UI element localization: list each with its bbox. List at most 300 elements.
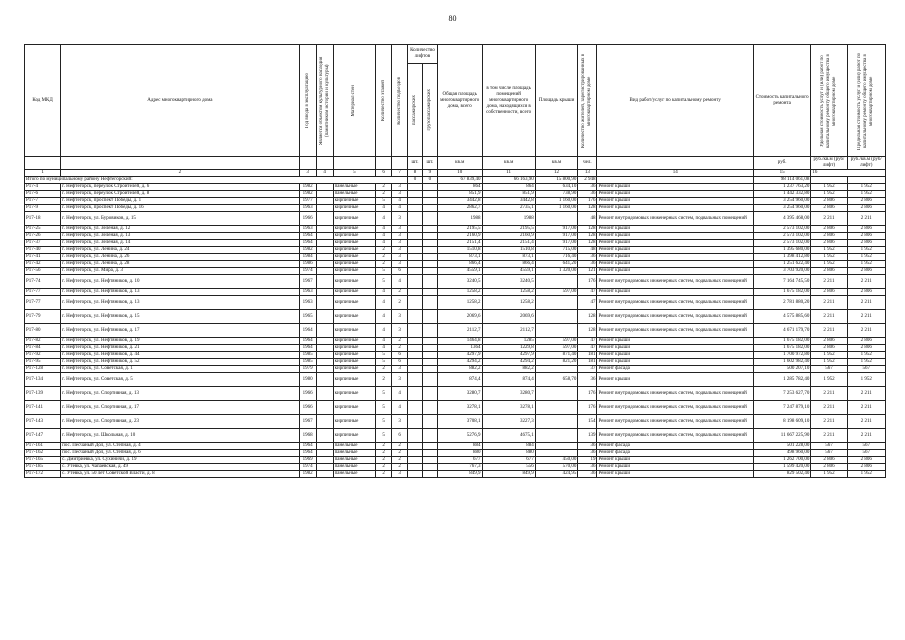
cell-unit-cost: 2 806 (811, 345, 847, 352)
cell-roof-area (535, 275, 578, 289)
cell-unit-cost: 2 806 (811, 457, 847, 464)
header-roof-area: Площадь крыши (535, 45, 578, 157)
cell-floors: 2 (376, 261, 392, 268)
cell-max-cost: 1 952 (847, 184, 885, 191)
cell-cost: 1 675 182,00 (753, 289, 810, 296)
cell-walls: кирпичные (333, 352, 376, 359)
cell-floors: 2 (376, 184, 392, 191)
cell-walls: кирпичные (333, 296, 376, 310)
header-lifts-cargo: грузопассажирских (426, 89, 432, 131)
cell-year: 1974 (299, 464, 316, 471)
cell-code: Р17-79 (25, 310, 61, 324)
cell-cost: 2 573 102,00 (753, 233, 810, 240)
col-number: 3 (299, 170, 316, 177)
cell-unit-cost: 1 952 (811, 247, 847, 254)
cell-total-area: 2862,7 (437, 205, 482, 212)
cell-address: с. Дмитриевка, ул. Сухиничи, д. 19 (61, 457, 299, 464)
cell-year: 1977 (299, 198, 316, 205)
cell-floors: 4 (376, 205, 392, 212)
cell-premises-area: 3227,3 (482, 415, 535, 429)
cell-year: 1963 (299, 226, 316, 233)
cell-roof-area (535, 324, 578, 338)
cell-year: 1964 (299, 345, 316, 352)
cell-premises-area: 2112,7 (482, 324, 535, 338)
cell-walls: кирпичные (333, 261, 376, 268)
cell-lifts-passenger (408, 226, 423, 233)
cell-residents: 36 (578, 184, 597, 191)
cell-address: г. Нефтегорск, проспект Победы, д. 16 (61, 205, 299, 212)
cell-heritage (316, 443, 333, 450)
cell-residents: 176 (578, 198, 597, 205)
cell-entrances: 3 (392, 233, 408, 240)
cell-walls: кирпичные (333, 415, 376, 429)
cell-total-area: 1464,8 (437, 338, 482, 345)
unit-lifts-passenger: шт. (408, 157, 423, 170)
header-premises-area: в том числе площадь помещений многоквартирного дома, находящихся в собственности, всего (482, 45, 535, 157)
cell-lifts-passenger (408, 359, 423, 366)
cell-unit-cost: 2 211 (811, 275, 847, 289)
cell-year: 1985 (299, 352, 316, 359)
cell-residents: 48 (578, 247, 597, 254)
unit-residents: чел. (578, 157, 597, 170)
cell-heritage (316, 310, 333, 324)
cell-total-area: 5276,9 (437, 429, 482, 443)
cell-unit-cost: 1 952 (811, 184, 847, 191)
cell-unit-cost: 1 952 (811, 359, 847, 366)
cell-total-area: 882,2 (437, 366, 482, 373)
cell-entrances: 2 (392, 450, 408, 457)
cell-unit-cost: 2 211 (811, 310, 847, 324)
cell-address: г. Нефтегорск, ул. Советская, д. 5 (61, 373, 299, 387)
cell-entrances: 3 (392, 471, 408, 478)
cell-heritage (316, 191, 333, 198)
cell-roof-area: 821,20 (535, 359, 578, 366)
cell-year: 1967 (299, 275, 316, 289)
cell-roof-area: 1 160,00 (535, 198, 578, 205)
cell-floors: 5 (376, 352, 392, 359)
cell-works: Ремонт крыши (597, 205, 753, 212)
cell-lifts-passenger (408, 184, 423, 191)
cell-address: г. Нефтегорск, ул. Нефтяников, д. 13 (61, 289, 299, 296)
col-number: 1 (25, 170, 61, 177)
cell-lifts-cargo (422, 275, 437, 289)
cell-max-cost: 1 952 (847, 254, 885, 261)
cell-total-area: 3240,5 (437, 275, 482, 289)
cell-cost: 1 237 763,20 (753, 184, 810, 191)
total-row (25, 177, 886, 184)
cell-lifts-passenger (408, 233, 423, 240)
cell-residents: 176 (578, 275, 597, 289)
cell-cost: 1 700 972,80 (753, 352, 810, 359)
col-number: 7 (392, 170, 408, 177)
cell-roof-area: 424,95 (535, 471, 578, 478)
cell-walls: панельные (333, 450, 376, 457)
cell-walls: кирпичные (333, 233, 376, 240)
cell-code: Р17-77 (25, 289, 61, 296)
header-unit-cost: Удельная стоимость услуг и (или) работ по капитальному ремонту общего имущества в многоквартирном доме (819, 53, 837, 148)
cell-heritage (316, 359, 333, 366)
cell-lifts-passenger (408, 450, 423, 457)
cell-premises-area: 4294,2 (482, 359, 535, 366)
cell-year: 1963 (299, 296, 316, 310)
cell-floors: 2 (376, 247, 392, 254)
cell-unit-cost: 1 952 (811, 191, 847, 198)
cell-residents: 36 (578, 373, 597, 387)
cell-max-cost: 2 211 (847, 387, 885, 401)
cell-entrances: 3 (392, 247, 408, 254)
header-code: Код МКД (25, 45, 61, 157)
cell-walls: панельные (333, 443, 376, 450)
cell-max-cost: 2 806 (847, 464, 885, 471)
cell-works: Ремонт крыши (597, 198, 753, 205)
cell-entrances: 3 (392, 310, 408, 324)
column-numbers-row (25, 170, 886, 177)
table-row (25, 457, 886, 464)
cell-unit-cost: 2 806 (811, 464, 847, 471)
cell-works: Ремонт внутридомовых инженерных систем, подвальных помещений (597, 296, 753, 310)
cell-entrances: 3 (392, 191, 408, 198)
cell-floors: 5 (376, 268, 392, 275)
cell-entrances: 4 (392, 387, 408, 401)
cell-total-area: 873,1 (437, 254, 482, 261)
cell-code: Р17-77 (25, 296, 61, 310)
cell-lifts-cargo (422, 352, 437, 359)
cell-walls: панельные (333, 464, 376, 471)
cell-entrances: 3 (392, 366, 408, 373)
header-walls: Материал стен (351, 84, 357, 117)
cell-max-cost: 1 952 (847, 471, 885, 478)
total-works-empty (597, 177, 753, 184)
cell-cost: 501 228,00 (753, 443, 810, 450)
cell-premises-area: 3442,8 (482, 198, 535, 205)
cell-works: Ремонт крыши (597, 338, 753, 345)
cell-entrances: 3 (392, 415, 408, 429)
col-number: 2 (61, 170, 299, 177)
cell-lifts-cargo (422, 205, 437, 212)
cell-entrances: 2 (392, 296, 408, 310)
cell-entrances: 3 (392, 373, 408, 387)
cell-lifts-passenger (408, 464, 423, 471)
cell-lifts-passenger (408, 366, 423, 373)
cell-entrances: 4 (392, 275, 408, 289)
cell-heritage (316, 205, 333, 212)
cell-cost: 1 262 700,00 (753, 457, 810, 464)
cell-lifts-passenger (408, 191, 423, 198)
cell-floors: 2 (376, 191, 392, 198)
cell-roof-area: 597,00 (535, 289, 578, 296)
cell-address: г. Нефтегорск, ул. Ленина, д. 28 (61, 261, 299, 268)
cell-heritage (316, 184, 333, 191)
cell-lifts-passenger (408, 254, 423, 261)
cell-code: Р17-143 (25, 415, 61, 429)
cell-total-area: 1988 (437, 212, 482, 226)
cell-walls: кирпичные (333, 212, 376, 226)
cell-unit-cost: 1 952 (811, 373, 847, 387)
cell-roof-area: 716,40 (535, 254, 578, 261)
cell-address: г. Нефтегорск, переулок Строителей, д. 8 (61, 191, 299, 198)
cell-walls: кирпичные (333, 345, 376, 352)
cell-code: Р17-56 (25, 268, 61, 275)
cell-cost: 4 395 468,00 (753, 212, 810, 226)
cell-lifts-cargo (422, 247, 437, 254)
cell-entrances: 3 (392, 261, 408, 268)
cell-floors: 5 (376, 359, 392, 366)
cell-premises-area: 556 (482, 464, 535, 471)
cell-cost: 1 675 182,00 (753, 338, 810, 345)
cell-works: Ремонт крыши (597, 464, 753, 471)
cell-address: пос. Песчаный Дол, ул. Степная, д. 4 (61, 443, 299, 450)
cell-cost: 829 502,40 (753, 471, 810, 478)
cell-residents: 176 (578, 401, 597, 415)
cell-max-cost: 2 211 (847, 401, 885, 415)
cell-lifts-cargo (422, 359, 437, 366)
cell-total-area: 1510,8 (437, 247, 482, 254)
cell-code: Р17-82 (25, 338, 61, 345)
cell-premises-area: 1258,2 (482, 289, 535, 296)
cell-code: Р17-147 (25, 429, 61, 443)
cell-total-area: 767,3 (437, 464, 482, 471)
cell-premises-area: 874,4 (482, 373, 535, 387)
cell-roof-area: 715,00 (535, 247, 578, 254)
cell-total-area: 880 (437, 450, 482, 457)
cell-works: Ремонт фасада (597, 450, 753, 457)
cell-code: Р17-128 (25, 366, 61, 373)
cell-total-area: 2195,5 (437, 226, 482, 233)
table-row (25, 373, 886, 387)
cell-heritage (316, 289, 333, 296)
table-row (25, 415, 886, 429)
cell-code: Р17-172 (25, 471, 61, 478)
cell-works: Ремонт внутридомовых инженерных систем, подвальных помещений (597, 212, 753, 226)
cell-address: г. Нефтегорск, ул. Нефтяников, д. 52 (61, 359, 299, 366)
cell-works: Ремонт внутридомовых инженерных систем, подвальных помещений (597, 310, 753, 324)
cell-roof-area: 738,90 (535, 191, 578, 198)
cell-year: 1982 (299, 247, 316, 254)
cell-works: Ремонт фасада (597, 443, 753, 450)
page-number: 80 (448, 14, 457, 23)
header-heritage: Является объектом культурного наследия (памятником истории и культуры) (318, 56, 330, 145)
cell-entrances: 4 (392, 205, 408, 212)
cell-max-cost: 1 952 (847, 359, 885, 366)
cell-max-cost: 2 806 (847, 226, 885, 233)
cell-year: 1969 (299, 457, 316, 464)
cell-total-area: 677 (437, 457, 482, 464)
cell-entrances: 2 (392, 338, 408, 345)
cell-entrances: 6 (392, 359, 408, 366)
cell-unit-cost: 2 806 (811, 226, 847, 233)
cell-roof-area: 917,00 (535, 233, 578, 240)
cell-address: г. Нефтегорск, ул. Нефтяников, д. 17 (61, 324, 299, 338)
cell-works: Ремонт крыши (597, 226, 753, 233)
cell-year: 1982 (299, 184, 316, 191)
cell-code: Р17-134 (25, 373, 61, 387)
cell-cost: 498 960,00 (753, 450, 810, 457)
cell-premises-area: 1988 (482, 212, 535, 226)
cell-address: г. Нефтегорск, ул. Ленина, д. 24 (61, 247, 299, 254)
cell-heritage (316, 338, 333, 345)
cell-lifts-cargo (422, 289, 437, 296)
cell-premises-area: 3280,7 (482, 387, 535, 401)
cell-residents: 181 (578, 352, 597, 359)
cell-code: Р17-4 (25, 184, 61, 191)
cell-lifts-cargo (422, 254, 437, 261)
cell-heritage (316, 415, 333, 429)
cell-roof-area (535, 366, 578, 373)
table-row (25, 254, 886, 261)
cell-entrances: 4 (392, 401, 408, 415)
total-premises-area: 66 163,90 (482, 177, 535, 184)
cell-total-area: 3708,1 (437, 415, 482, 429)
cell-lifts-passenger (408, 415, 423, 429)
table-row (25, 352, 886, 359)
cell-code: Р17-41 (25, 254, 61, 261)
cell-year: 1968 (299, 429, 316, 443)
cell-lifts-passenger (408, 324, 423, 338)
cell-cost: 7 253 627,70 (753, 387, 810, 401)
cell-walls: панельные (333, 184, 376, 191)
cell-floors: 2 (376, 373, 392, 387)
cell-address: с. Утевка, ул. Чапаевская, д. 49 (61, 464, 299, 471)
table-row (25, 268, 886, 275)
cell-year: 1964 (299, 450, 316, 457)
cell-unit-cost: 567 (811, 443, 847, 450)
cell-walls: панельные (333, 471, 376, 478)
header-year: Год ввода в эксплуатацию (304, 72, 310, 129)
total-lifts-cargo: 0 (422, 177, 437, 184)
cell-entrances: 3 (392, 324, 408, 338)
cell-walls: кирпичные (333, 268, 376, 275)
cell-year: 1965 (299, 310, 316, 324)
cell-max-cost: 2 211 (847, 415, 885, 429)
cell-residents: 47 (578, 338, 597, 345)
cell-max-cost: 2 211 (847, 296, 885, 310)
cell-walls: панельные (333, 191, 376, 198)
cell-lifts-passenger (408, 205, 423, 212)
cell-lifts-passenger (408, 310, 423, 324)
cell-works: Ремонт внутридомовых инженерных систем, подвальных помещений (597, 275, 753, 289)
cell-works: Ремонт крыши (597, 191, 753, 198)
cell-lifts-passenger (408, 387, 423, 401)
cell-entrances: 4 (392, 198, 408, 205)
table-row (25, 296, 886, 310)
cell-walls: кирпичные (333, 373, 376, 387)
cell-works: Ремонт внутридомовых инженерных систем, подвальных помещений (597, 429, 753, 443)
cell-walls: панельные (333, 457, 376, 464)
cell-works: Ремонт крыши (597, 359, 753, 366)
cell-unit-cost: 567 (811, 366, 847, 373)
cell-heritage (316, 226, 333, 233)
table-row (25, 366, 886, 373)
cell-max-cost: 2 211 (847, 275, 885, 289)
cell-cost: 4 575 885,60 (753, 310, 810, 324)
cell-residents: 36 (578, 254, 597, 261)
cell-floors: 4 (376, 345, 392, 352)
cell-lifts-cargo (422, 324, 437, 338)
cell-unit-cost: 2 211 (811, 429, 847, 443)
cell-residents: 139 (578, 429, 597, 443)
cell-total-area: 866,4 (437, 261, 482, 268)
cell-code: Р17-162 (25, 450, 61, 457)
cell-address: г. Нефтегорск, ул. Зеленая, д. 13 (61, 233, 299, 240)
cell-floors: 5 (376, 401, 392, 415)
cell-residents: 47 (578, 296, 597, 310)
cell-year: 1963 (299, 205, 316, 212)
col-number: 14 (597, 170, 753, 177)
cell-premises-area: 2735,1 (482, 205, 535, 212)
cell-heritage (316, 457, 333, 464)
table-body (25, 177, 886, 478)
cell-year: 1964 (299, 324, 316, 338)
cell-roof-area (535, 387, 578, 401)
cell-max-cost: 2 211 (847, 429, 885, 443)
cell-year: 1963 (299, 289, 316, 296)
cell-code: Р17-37 (25, 240, 61, 247)
cell-lifts-cargo (422, 338, 437, 345)
cell-lifts-passenger (408, 247, 423, 254)
cell-lifts-cargo (422, 212, 437, 226)
cell-walls: кирпичные (333, 366, 376, 373)
cell-lifts-passenger (408, 352, 423, 359)
cell-roof-area (535, 443, 578, 450)
cell-code: Р17-141 (25, 401, 61, 415)
cell-year: 1964 (299, 443, 316, 450)
cell-heritage (316, 345, 333, 352)
cell-code: Р17-80 (25, 324, 61, 338)
cell-premises-area: 1229,8 (482, 345, 535, 352)
cell-max-cost: 1 952 (847, 373, 885, 387)
total-unit-empty (811, 177, 847, 184)
cell-heritage (316, 450, 333, 457)
cell-cost: 1 395 680,00 (753, 247, 810, 254)
cell-cost: 7 247 879,10 (753, 401, 810, 415)
cell-works: Ремонт крыши (597, 352, 753, 359)
cell-premises-area: 2069,6 (482, 310, 535, 324)
cell-walls: кирпичные (333, 359, 376, 366)
header-residents: Количество жителей, зарегистрированных в многоквартирном доме (581, 53, 593, 148)
table-row (25, 450, 886, 457)
cell-premises-area: 866,4 (482, 261, 535, 268)
header-lifts-passenger: пассажирских (412, 94, 417, 126)
cell-walls: кирпичные (333, 240, 376, 247)
cell-premises-area: 2195,5 (482, 226, 535, 233)
cell-total-area: 874,4 (437, 373, 482, 387)
cell-cost: 2 573 102,00 (753, 240, 810, 247)
cell-year: 1974 (299, 268, 316, 275)
cell-roof-area (535, 212, 578, 226)
cell-code: Р17-25 (25, 226, 61, 233)
cell-heritage (316, 324, 333, 338)
cell-premises-area: 2151,4 (482, 240, 535, 247)
table-header (25, 45, 886, 177)
cell-total-area: 4297,9 (437, 352, 482, 359)
cell-residents: 121 (578, 268, 597, 275)
cell-address: г. Нефтегорск, ул. Мира, д. 3 (61, 268, 299, 275)
cell-unit-cost: 2 211 (811, 296, 847, 310)
cell-residents: 47 (578, 345, 597, 352)
cell-unit-cost: 1 952 (811, 471, 847, 478)
table-row (25, 359, 886, 366)
cell-code: Р17-92 (25, 352, 61, 359)
cell-unit-cost: 2 211 (811, 324, 847, 338)
cell-residents: 128 (578, 310, 597, 324)
cell-year: 1967 (299, 415, 316, 429)
cell-lifts-passenger (408, 401, 423, 415)
cell-lifts-passenger (408, 338, 423, 345)
units-row (25, 157, 886, 170)
cell-cost: 3 254 960,00 (753, 198, 810, 205)
cell-heritage (316, 352, 333, 359)
cell-address: г. Нефтегорск, ул. Ленина, д. 26 (61, 254, 299, 261)
